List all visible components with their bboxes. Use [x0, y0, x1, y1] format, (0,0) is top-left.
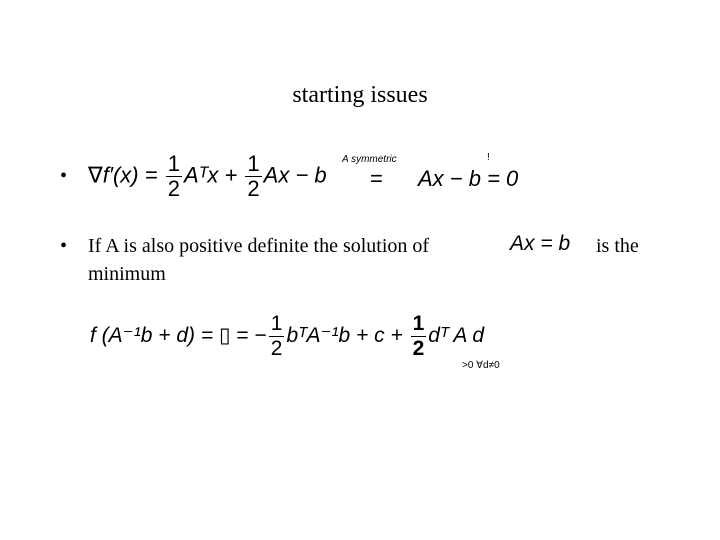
slide-title: starting issues: [292, 82, 428, 108]
minimum-equation: [90, 312, 484, 361]
gradient-equation: [88, 152, 327, 201]
placeholder-box-icon: ▯: [218, 324, 231, 348]
fraction-numerator: 1: [167, 151, 180, 176]
fraction-denominator: 2: [412, 337, 425, 360]
a-symmetric-label: A symmetric: [342, 154, 397, 165]
gradient-lhs: ∇f′(x) =: [88, 162, 164, 188]
eq2-term2: dᵀ A d: [428, 324, 485, 348]
bullet-2-marker: •: [60, 235, 68, 257]
gradient-rhs: Ax − b = 0: [418, 166, 519, 191]
inline-equation: Ax = b: [510, 232, 571, 255]
fraction-numerator: 1: [412, 312, 425, 335]
bullet-2-text-end: is the: [596, 235, 639, 257]
term-AT-x: Aᵀx +: [183, 162, 244, 188]
fraction-denominator: 2: [270, 337, 283, 360]
fraction-numerator: 1: [270, 312, 283, 335]
fraction-half-3: [269, 312, 285, 361]
fraction-denominator: 2: [247, 176, 260, 201]
fraction-denominator: 2: [167, 176, 180, 201]
bullet-1-marker: •: [60, 165, 68, 187]
fraction-numerator: 1: [247, 151, 260, 176]
equals-sign: =: [370, 166, 383, 191]
eq2-mid: = −: [236, 324, 267, 348]
eq2-lhs: f (A⁻¹b + d) =: [90, 324, 219, 348]
fraction-half-4: [411, 312, 427, 361]
eq2-term1: bᵀA⁻¹b + c +: [286, 324, 409, 348]
exclamation-label: !: [487, 152, 490, 163]
term-Ax-minus-b: Ax − b: [263, 162, 327, 188]
bullet-2-line-2: minimum: [88, 263, 166, 285]
fraction-half-2: [245, 152, 261, 201]
positive-definite-condition: >0 ∀d≠0: [462, 360, 500, 371]
fraction-half-1: [166, 152, 182, 201]
bullet-2-text: If A is also positive definite the solution of: [88, 235, 430, 257]
